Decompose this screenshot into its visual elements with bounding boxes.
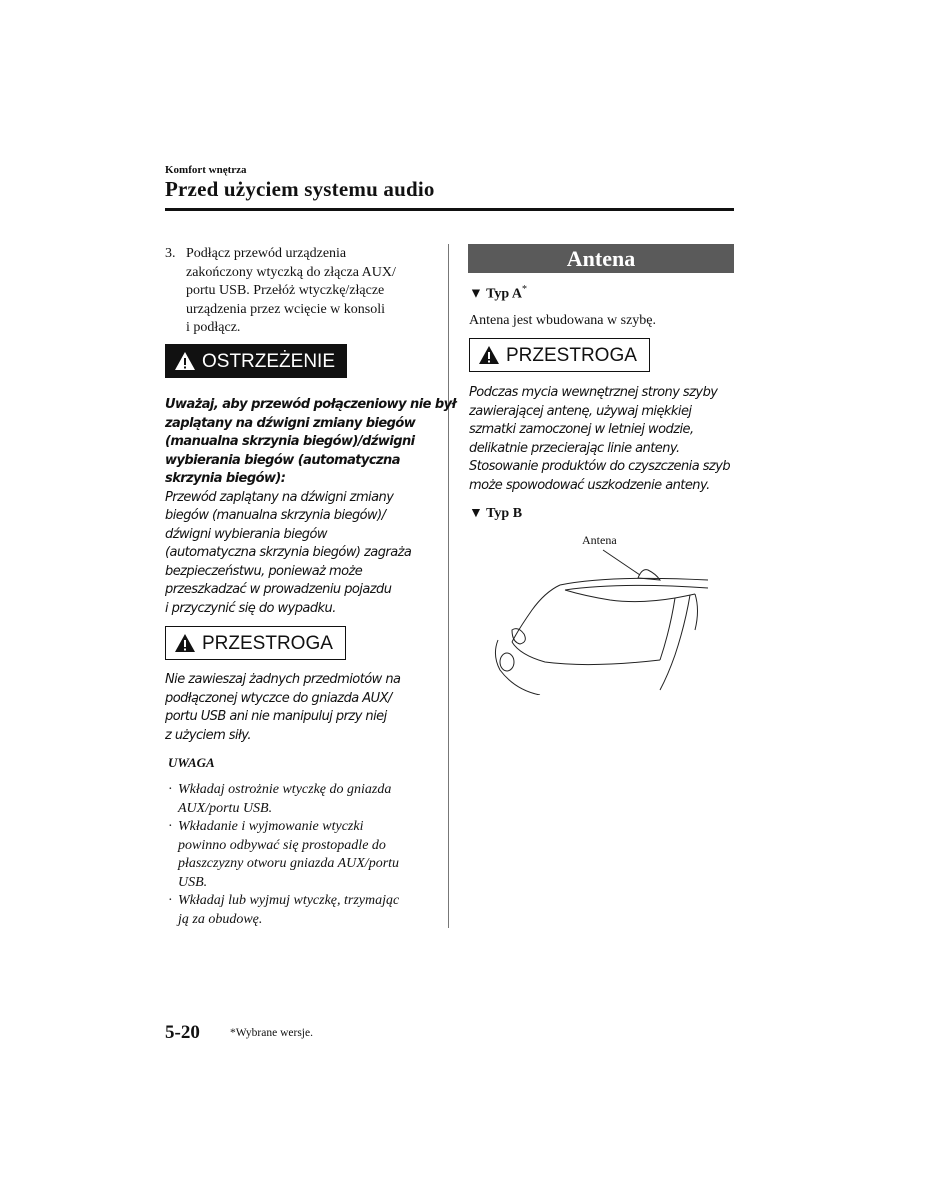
step-line: portu USB. Przełóż wtyczkę/złącze xyxy=(186,283,385,298)
car-rear-antenna-illustration xyxy=(490,530,720,695)
warning-bold-line: wybierania biegów (automatyczna xyxy=(165,452,400,468)
step-3 xyxy=(165,245,435,338)
warning-text xyxy=(165,396,456,618)
footnote: *Wybrane wersje. xyxy=(230,1027,313,1039)
warning-body-line: przeszkadzać w prowadzeniu pojazdu xyxy=(165,582,392,597)
page-number: 5-20 xyxy=(165,1022,200,1043)
step-text xyxy=(186,245,435,338)
warning-label: OSTRZEŻENIE xyxy=(202,350,336,372)
caution-text xyxy=(165,671,400,745)
figure-label: Antena xyxy=(582,533,617,547)
page-title: Przed użyciem systemu audio xyxy=(165,177,435,201)
warning-body-line: i przyczynić się do wypadku. xyxy=(165,600,336,616)
note-item: · Wkładaj lub wyjmuj wtyczkę, trzymając ją za obudowę. xyxy=(168,893,400,927)
caution-line: Podczas mycia wewnętrznej strony szyby xyxy=(469,385,718,400)
step-line: Podłącz przewód urządzenia xyxy=(186,246,347,261)
section-label: Komfort wnętrza xyxy=(165,164,247,176)
caution-text-right xyxy=(469,384,730,495)
type-a-heading: ▼ Typ A* xyxy=(469,284,528,302)
caution-line: może spowodować uszkodzenie anteny. xyxy=(469,477,710,493)
antenna-section-title: Antena xyxy=(468,244,734,273)
caution-line: z użyciem siły. xyxy=(165,727,251,743)
warning-bold-line: zaplątany na dźwigni zmiany biegów xyxy=(165,415,416,431)
title-rule xyxy=(165,208,734,211)
warning-body-line: biegów (manualna skrzynia biegów)/ xyxy=(165,508,386,523)
caution-line: portu USB ani nie manipuluj przy niej xyxy=(165,709,387,724)
warning-triangle-icon xyxy=(174,633,196,653)
step-line: zakończony wtyczką do złącza AUX/ xyxy=(186,264,396,280)
warning-bold-line: Uważaj, aby przewód połączeniowy nie był xyxy=(165,397,456,412)
warning-body-line: (automatyczna skrzynia biegów) zagraża xyxy=(165,545,412,560)
caution-label: PRZESTROGA xyxy=(202,632,333,654)
caution-line: szmatki zamoczonej w letniej wodzie, xyxy=(469,422,694,437)
caution-label-box-right xyxy=(469,338,650,372)
antenna-description: Antena jest wbudowana w szybę. xyxy=(469,313,657,328)
caution-line: podłączonej wtyczce do gniazda AUX/ xyxy=(165,690,392,706)
note-item: · Wkładaj ostrożnie wtyczkę do gniazda AUX/portu USB. xyxy=(168,782,392,816)
warning-bold-line: skrzynia biegów): xyxy=(165,471,286,486)
caution-line: Stosowanie produktów do czyszczenia szyb xyxy=(469,459,731,474)
step-number: 3. xyxy=(165,246,176,261)
step-line: urządzenia przez wcięcie w konsoli xyxy=(186,301,386,317)
warning-body-line: dźwigni wybierania biegów xyxy=(165,526,327,542)
warning-triangle-icon xyxy=(174,351,196,371)
warning-bold-line: (manualna skrzynia biegów)/dźwigni xyxy=(165,434,415,449)
warning-label-box xyxy=(165,344,347,378)
caution-line: zawierającej antenę, używaj miękkiej xyxy=(469,403,692,419)
note-heading: UWAGA xyxy=(168,755,215,770)
warning-body-line: Przewód zaplątany na dźwigni zmiany xyxy=(165,489,394,505)
step-line: i podłącz. xyxy=(186,320,241,335)
leader-line xyxy=(603,550,640,575)
note-item: · Wkładanie i wyjmowanie wtyczki powinno odbywać się prostopadle do płaszczyzny otworu gniazda AUX/portu USB. xyxy=(168,819,400,890)
note-list xyxy=(168,781,433,929)
warning-body-line: bezpieczeństwu, ponieważ może xyxy=(165,563,363,579)
caution-line: Nie zawieszaj żadnych przedmiotów na xyxy=(165,672,401,687)
caution-label-box xyxy=(165,626,346,660)
caution-label: PRZESTROGA xyxy=(506,344,637,366)
type-b-heading: ▼ Typ B xyxy=(469,506,523,521)
caution-line: delikatnie przecierając linie anteny. xyxy=(469,440,680,456)
warning-triangle-icon xyxy=(478,345,500,365)
